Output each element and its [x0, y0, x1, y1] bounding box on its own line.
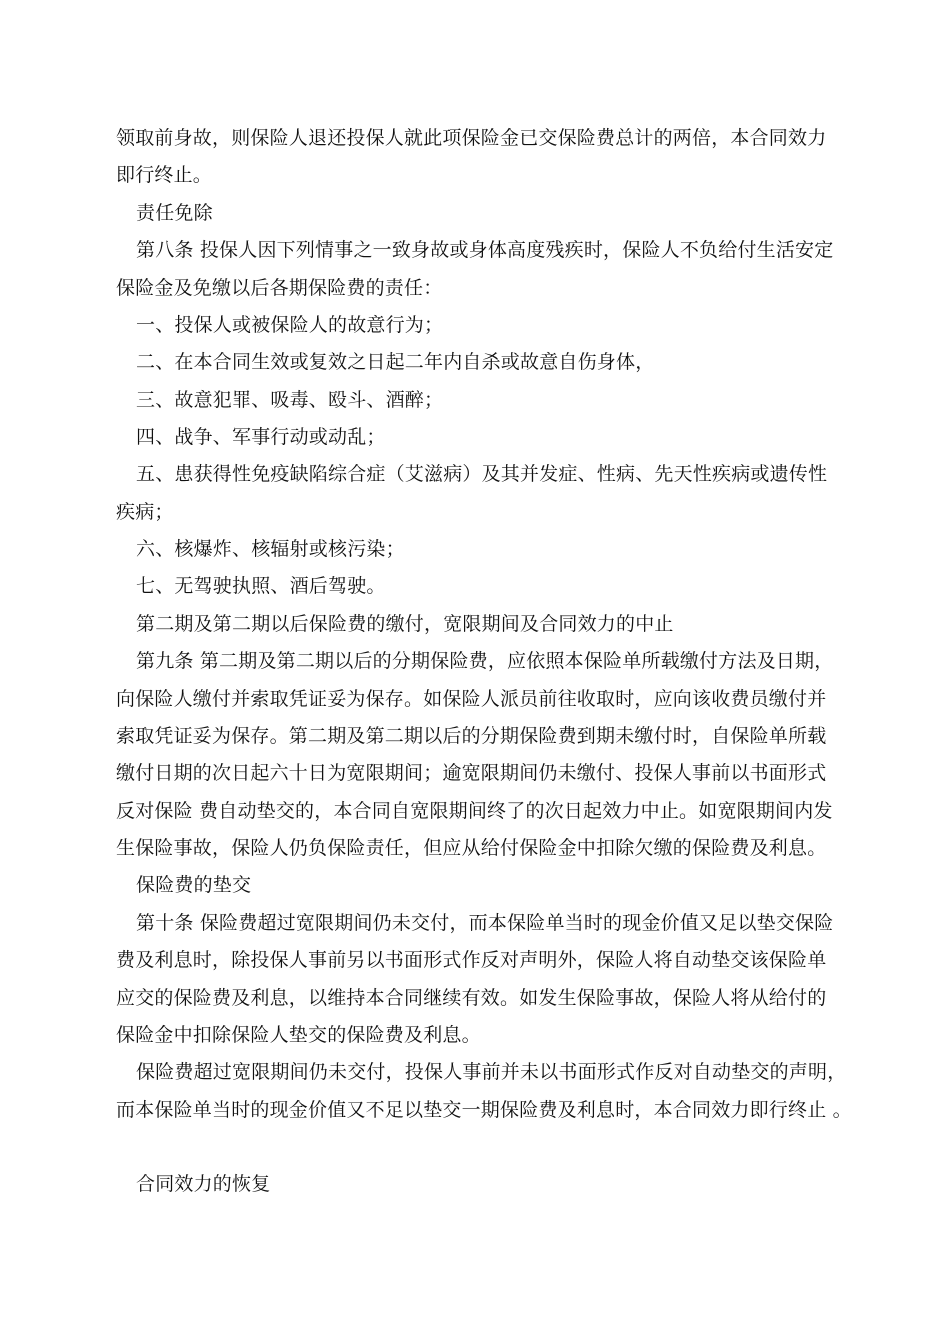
list-item: 五、患获得性免疫缺陷综合症（艾滋病）及其并发症、性病、先天性疾病或遗传性	[136, 463, 828, 485]
text-line: 反对保险 费自动垫交的，本合同自宽限期间终了的次日起效力中止。如宽限期间内发	[116, 800, 833, 822]
text-line: 保险金及免缴以后各期保险费的责任：	[116, 277, 443, 299]
list-item: 四、战争、军事行动或动乱；	[136, 426, 386, 448]
list-item: 七、无驾驶执照、酒后驾驶。	[136, 575, 386, 597]
text-line: 第十条 保险费超过宽限期间仍未交付，而本保险单当时的现金价值又足以垫交保险	[136, 912, 834, 934]
text-line: 向保险人缴付并索取凭证妥为保存。如保险人派员前往收取时，应向该收费员缴付并	[116, 688, 827, 710]
text-line: 领取前身故，则保险人退还投保人就此项保险金已交保险费总计的两倍，本合同效力	[116, 127, 827, 149]
section-heading: 保险费的垫交	[136, 874, 252, 896]
list-item: 二、在本合同生效或复效之日起二年内自杀或故意自伤身体，	[136, 351, 655, 373]
list-item: 六、核爆炸、核辐射或核污染；	[136, 538, 405, 560]
text-line: 应交的保险费及利息，以维持本合同继续有效。如发生保险事故，保险人将从给付的	[116, 987, 827, 1009]
section-heading: 责任免除	[136, 202, 213, 224]
text-line: 保险金中扣除保险人垫交的保险费及利息。	[116, 1024, 481, 1046]
text-line: 缴付日期的次日起六十日为宽限期间；逾宽限期间仍未缴付、投保人事前以书面形式	[116, 762, 827, 784]
text-line: 疾病；	[116, 501, 174, 523]
text-line: 索取凭证妥为保存。第二期及第二期以后的分期保险费到期未缴付时，自保险单所载	[116, 725, 827, 747]
section-heading: 第二期及第二期以后保险费的缴付，宽限期间及合同效力的中止	[136, 613, 674, 635]
text-line: 即行终止。	[116, 164, 213, 186]
text-line: 第八条 投保人因下列情事之一致身故或身体高度残疾时，保险人不负给付生活安定	[136, 239, 834, 261]
list-item: 一、投保人或被保险人的故意行为；	[136, 314, 444, 336]
list-item: 三、故意犯罪、吸毒、殴斗、酒醉；	[136, 389, 444, 411]
text-line: 生保险事故，保险人仍负保险责任，但应从给付保险金中扣除欠缴的保险费及利息。	[116, 837, 827, 859]
text-line: 而本保险单当时的现金价值又不足以垫交一期保险费及利息时，本合同效力即行终止 。	[116, 1099, 852, 1121]
text-line: 保险费超过宽限期间仍未交付，投保人事前并未以书面形式作反对自动垫交的声明，	[136, 1061, 847, 1083]
text-line: 费及利息时，除投保人事前另以书面形式作反对声明外，保险人将自动垫交该保险单	[116, 949, 827, 971]
section-heading: 合同效力的恢复	[136, 1173, 271, 1195]
text-line: 第九条 第二期及第二期以后的分期保险费，应依照本保险单所载缴付方法及日期，	[136, 650, 834, 672]
